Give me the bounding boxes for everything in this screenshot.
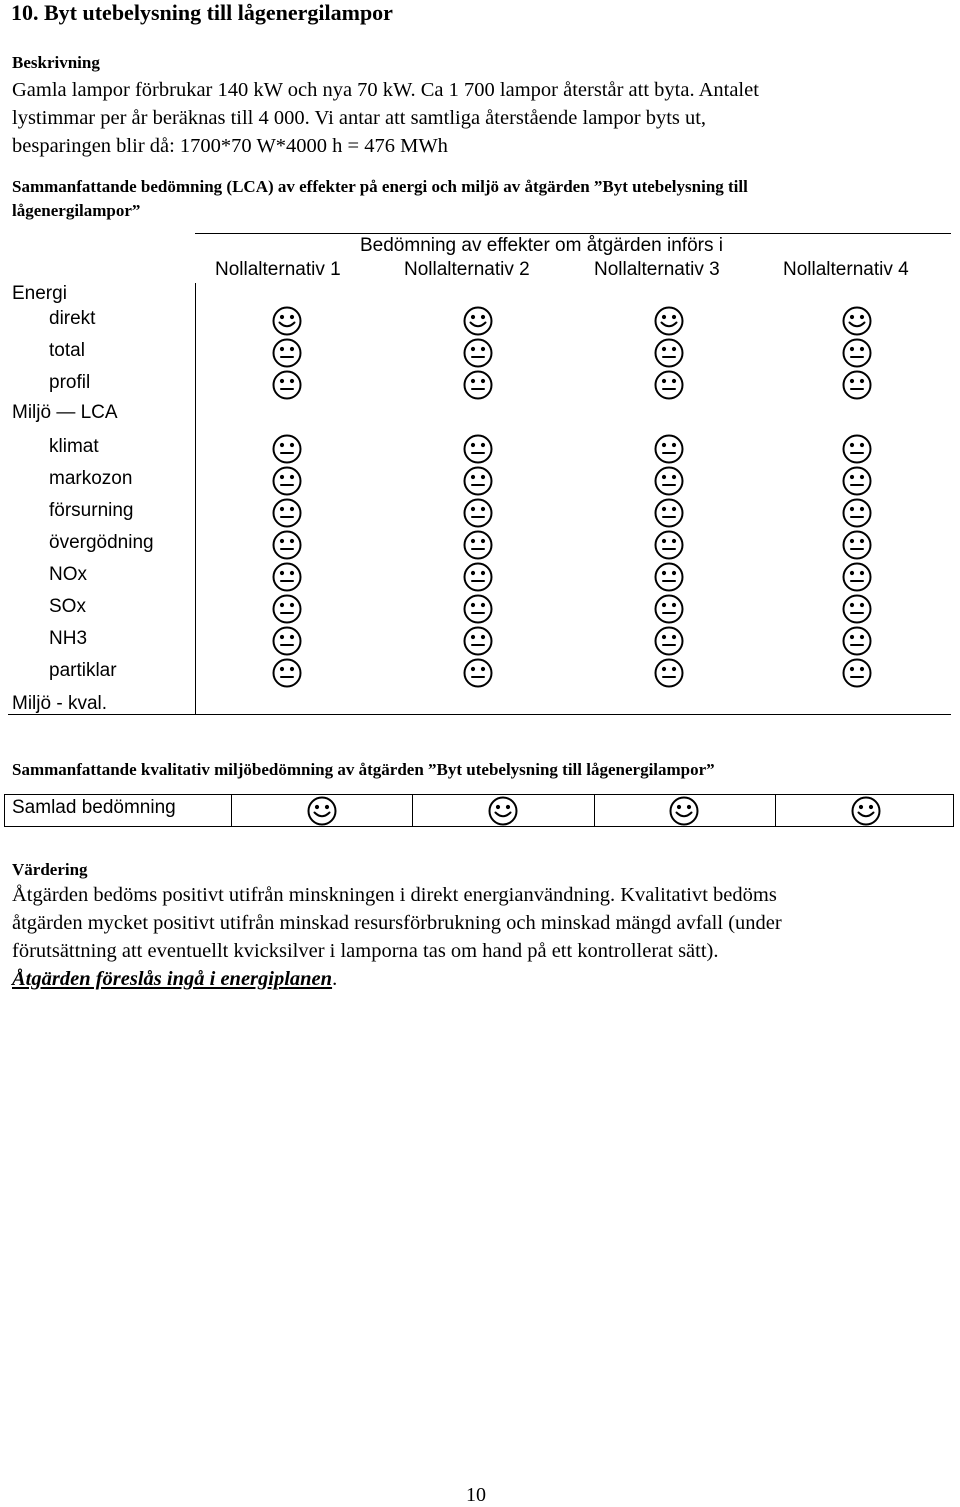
group-label-energi: Energi: [12, 283, 67, 304]
smiley-neutral-icon: [653, 337, 685, 369]
smiley-neutral-icon: [653, 593, 685, 625]
smiley-neutral-icon: [271, 657, 303, 689]
smiley-neutral-icon: [271, 369, 303, 401]
table-row-label: NOx: [49, 564, 87, 585]
smiley-neutral-icon: [462, 337, 494, 369]
smiley-neutral-icon: [462, 497, 494, 529]
smiley-happy-icon: [271, 305, 303, 337]
smiley-neutral-icon: [462, 369, 494, 401]
smiley-neutral-icon: [653, 369, 685, 401]
smiley-neutral-icon: [653, 625, 685, 657]
cell-divider: [775, 795, 776, 826]
smiley-neutral-icon: [841, 497, 873, 529]
table-row-label: total: [49, 340, 85, 361]
smiley-neutral-icon: [653, 561, 685, 593]
smiley-neutral-icon: [462, 561, 494, 593]
smiley-happy-icon: [487, 795, 519, 827]
smiley-neutral-icon: [653, 657, 685, 689]
smiley-neutral-icon: [841, 369, 873, 401]
smiley-happy-icon: [462, 305, 494, 337]
table-row-label: direkt: [49, 308, 96, 329]
description-line: Gamla lampor förbrukar 140 kW och nya 70 kW. Ca 1 700 lampor återstår att byta. Antalet: [12, 79, 759, 101]
evaluation-heading: Värdering: [12, 860, 88, 879]
lca-summary-heading-line: Sammanfattande bedömning (LCA) av effekter på energi och miljö av åtgärden ”Byt utebelysning till: [12, 177, 748, 196]
table-row-label: partiklar: [49, 660, 117, 681]
evaluation-line: förutsättning att eventuellt kvicksilver i lamporna tas om hand på ett kontrollerat sätt).: [12, 940, 719, 962]
smiley-happy-icon: [668, 795, 700, 827]
page-number: 10: [466, 1484, 486, 1506]
evaluation-conclusion: Åtgärden föreslås ingå i energiplanen: [12, 968, 333, 990]
table-header: Bedömning av effekter om åtgärden införs i: [360, 235, 723, 256]
smiley-neutral-icon: [271, 529, 303, 561]
smiley-neutral-icon: [271, 337, 303, 369]
smiley-neutral-icon: [841, 593, 873, 625]
cell-divider: [231, 795, 232, 826]
smiley-neutral-icon: [271, 465, 303, 497]
evaluation-conclusion-line: [12, 965, 782, 993]
evaluation-line: åtgärden mycket positivt utifrån minskad resursförbrukning och minskad mängd avfall (under: [12, 912, 782, 934]
description-heading: Beskrivning: [12, 53, 100, 72]
smiley-neutral-icon: [271, 561, 303, 593]
lca-summary-heading: [12, 175, 748, 223]
table-row-label: NH3: [49, 628, 88, 649]
smiley-happy-icon: [306, 795, 338, 827]
evaluation-conclusion-period: .: [332, 968, 338, 990]
smiley-neutral-icon: [271, 625, 303, 657]
smiley-happy-icon: [850, 795, 882, 827]
smiley-neutral-icon: [462, 593, 494, 625]
smiley-neutral-icon: [841, 337, 873, 369]
cell-divider: [412, 795, 413, 826]
description-paragraph: [12, 76, 759, 160]
smiley-neutral-icon: [271, 433, 303, 465]
smiley-neutral-icon: [271, 593, 303, 625]
group-label-miljo-kval: Miljö - kval.: [12, 693, 108, 714]
table-label-column-rule: [195, 283, 196, 715]
smiley-neutral-icon: [841, 465, 873, 497]
smiley-happy-icon: [841, 305, 873, 337]
smiley-neutral-icon: [271, 497, 303, 529]
group-label-miljo-lca: Miljö — LCA: [12, 402, 118, 423]
smiley-neutral-icon: [841, 561, 873, 593]
cell-divider: [594, 795, 595, 826]
column-header-alternative-1: Nollalternativ 1: [215, 259, 341, 280]
column-header-alternative-4: Nollalternativ 4: [783, 259, 909, 280]
table-top-rule: [195, 233, 951, 234]
column-header-alternative-3: Nollalternativ 3: [594, 259, 720, 280]
smiley-neutral-icon: [462, 433, 494, 465]
table-row-label: klimat: [49, 436, 99, 457]
qualitative-summary-heading: Sammanfattande kvalitativ miljöbedömning av åtgärden ”Byt utebelysning till lågenergilampor”: [12, 760, 715, 779]
smiley-happy-icon: [653, 305, 685, 337]
smiley-neutral-icon: [653, 529, 685, 561]
smiley-neutral-icon: [653, 465, 685, 497]
table-row-label: markozon: [49, 468, 133, 489]
table-row-label: profil: [49, 372, 91, 393]
column-header-alternative-2: Nollalternativ 2: [404, 259, 530, 280]
table-bottom-rule: [8, 714, 951, 715]
table-row-label: försurning: [49, 500, 134, 521]
lca-summary-heading-line: lågenergilampor”: [12, 201, 141, 220]
table-row-label: övergödning: [49, 532, 154, 553]
smiley-neutral-icon: [841, 433, 873, 465]
evaluation-line: Åtgärden bedöms positivt utifrån minskningen i direkt energianvändning. Kvalitativt bedöms: [12, 884, 777, 906]
description-line: besparingen blir då: 1700*70 W*4000 h = 476 MWh: [12, 135, 448, 157]
smiley-neutral-icon: [841, 657, 873, 689]
smiley-neutral-icon: [462, 529, 494, 561]
smiley-neutral-icon: [653, 433, 685, 465]
smiley-neutral-icon: [841, 625, 873, 657]
smiley-neutral-icon: [462, 657, 494, 689]
table-row-label: SOx: [49, 596, 86, 617]
smiley-neutral-icon: [462, 465, 494, 497]
smiley-neutral-icon: [841, 529, 873, 561]
smiley-neutral-icon: [653, 497, 685, 529]
section-heading: 10. Byt utebelysning till lågenergilampor: [11, 0, 393, 25]
evaluation-paragraph: [12, 881, 782, 993]
smiley-neutral-icon: [462, 625, 494, 657]
samlad-bedomning-label: Samlad bedömning: [12, 797, 176, 818]
description-line: lystimmar per år beräknas till 4 000. Vi antar att samtliga återstående lampor byts ut,: [12, 107, 707, 129]
